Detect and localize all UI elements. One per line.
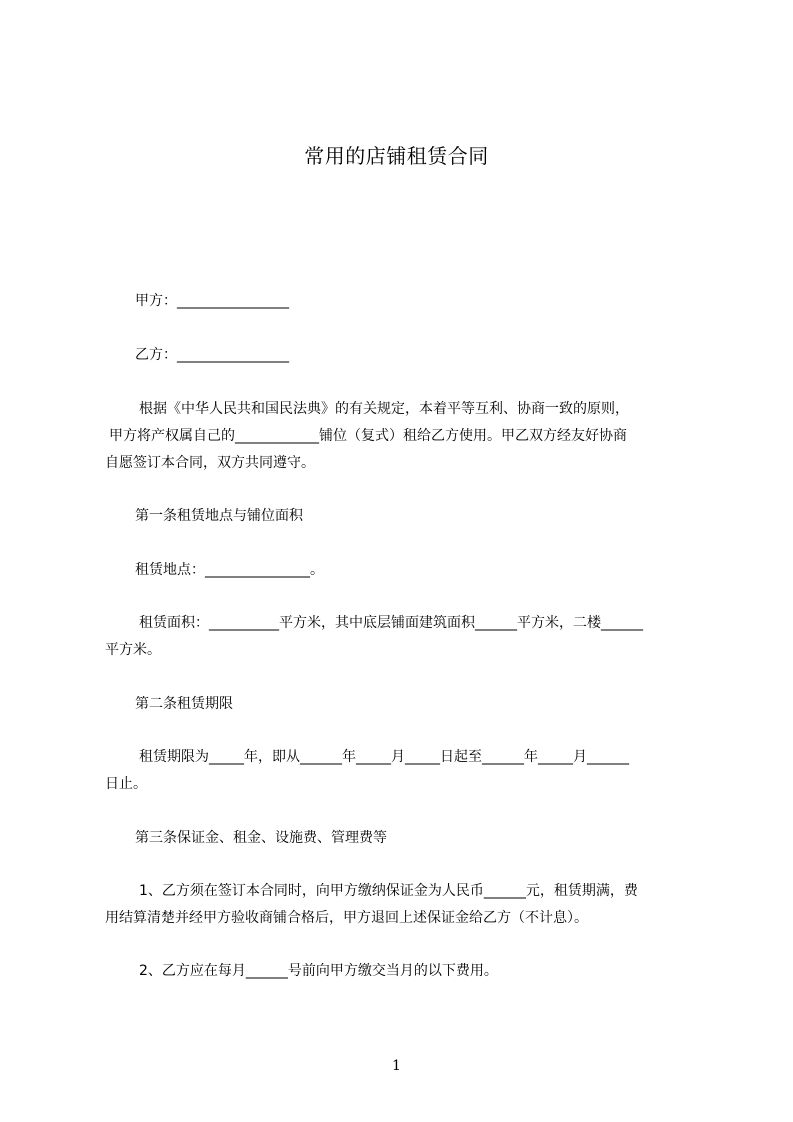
clause-1-line-2: 用结算清楚并经甲方验收商铺合格后，甲方退回上述保证金给乙方（不计息）。 <box>105 910 588 926</box>
location-line: 租赁地点：_______________。 <box>135 562 324 578</box>
document-title: 常用的店铺租赁合同 <box>304 144 489 168</box>
party-b-line: 乙方：________________ <box>135 347 289 363</box>
area-line-2: 平方米。 <box>105 642 161 658</box>
term-line-1: 租赁期限为_____年，即从______年_____月_____日起至______年_____月______ <box>139 749 629 765</box>
intro-paragraph-line-2: 甲方将产权属自己的____________铺位（复式）租给乙方使用。甲乙双方经友好协商 <box>109 428 627 444</box>
page-number: 1 <box>392 1058 401 1074</box>
party-a-line: 甲方：________________ <box>135 293 289 309</box>
article-3-heading: 第三条保证金、租金、设施费、管理费等 <box>135 830 387 846</box>
clause-1-line-1: 1、乙方须在签订本合同时，向甲方缴纳保证金为人民币______元，租赁期满，费 <box>139 883 638 899</box>
article-1-heading: 第一条租赁地点与铺位面积 <box>135 508 303 524</box>
intro-paragraph-line-1: 根据《中华人民共和国民法典》的有关规定，本着平等互利、协商一致的原则， <box>139 401 629 417</box>
clause-2-line: 2、乙方应在每月______号前向甲方缴交当月的以下费用。 <box>139 963 498 979</box>
article-2-heading: 第二条租赁期限 <box>135 696 233 712</box>
term-line-2: 日止。 <box>105 776 147 792</box>
area-line-1: 租赁面积：__________平方米，其中底层铺面建筑面积______平方米，二楼______ <box>139 615 643 631</box>
intro-paragraph-line-3: 自愿签订本合同，双方共同遵守。 <box>105 455 315 471</box>
